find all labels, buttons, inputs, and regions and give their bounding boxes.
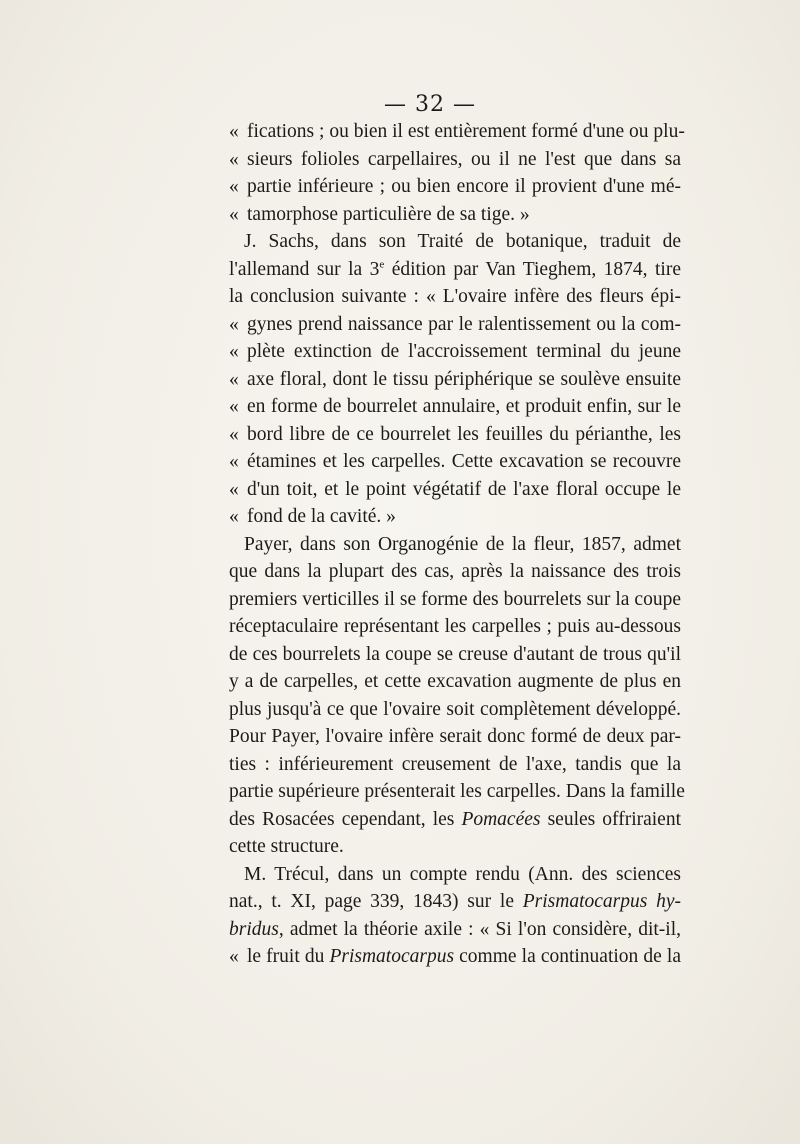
quote-mark: « xyxy=(229,451,239,472)
quote-mark: « xyxy=(229,148,239,170)
quote-mark: « xyxy=(229,176,239,197)
text-line: J. Sachs, dans son Traité de botanique, traduit de xyxy=(244,231,681,252)
text-line: « le fruit du Prismatocarpus comme la continuation de la xyxy=(229,943,681,971)
text-line: « gynes prend naissance par le ralentissement ou la com- xyxy=(229,311,681,339)
text-line: « axe floral, dont le tissu périphérique se soulève ensuite xyxy=(229,366,681,394)
text-line: « bord libre de ce bourrelet les feuilles du périanthe, les xyxy=(229,421,681,449)
quote-mark: « xyxy=(229,341,239,362)
text-line: « en forme de bourrelet annulaire, et produit enfin, sur le xyxy=(229,393,681,421)
text-line: « fond de la cavité. » xyxy=(229,503,681,531)
quote-mark: « xyxy=(229,423,239,445)
text-line: Payer, dans son Organogénie de la fleur, 1857, admet xyxy=(244,533,681,555)
text-line: « tamorphose particulière de sa tige. » xyxy=(229,201,681,229)
text-line: bridus, admet la théorie axile : « Si l'on considère, dit-il, xyxy=(229,918,681,940)
quote-mark: « xyxy=(229,203,239,225)
italic-term: bridus xyxy=(229,918,279,940)
text-line: partie supérieure présenterait les carpelles. Dans la famille xyxy=(229,781,685,802)
text-line: que dans la plupart des cas, après la naissance des trois xyxy=(229,561,681,582)
text-line: y a de carpelles, et cette excavation augmente de plus en xyxy=(229,671,681,692)
text-line: M. Trécul, dans un compte rendu (Ann. des sciences xyxy=(244,863,681,885)
italic-term: Prismatocarpus hy- xyxy=(522,891,681,912)
text-line: « sieurs folioles carpellaires, ou il ne l'est que dans sa xyxy=(229,146,681,174)
quote-mark: « xyxy=(229,946,239,967)
text-line: l'allemand sur la 3e édition par Van Tieghem, 1874, tire xyxy=(229,258,681,280)
quote-mark: « xyxy=(229,121,239,142)
quote-mark: « xyxy=(229,368,239,390)
page-number: — 32 — xyxy=(384,92,476,117)
text-line: « d'un toit, et le point végétatif de l'axe floral occupe le xyxy=(229,476,681,504)
italic-term: Prismatocarpus xyxy=(329,946,455,967)
text-line: réceptaculaire représentant les carpelles ; puis au-dessous xyxy=(229,616,681,637)
text-line: « partie inférieure ; ou bien encore il provient d'une mé- xyxy=(229,173,681,201)
quote-mark: « xyxy=(229,313,239,335)
quote-mark: « xyxy=(229,396,239,417)
text-line: cette structure. xyxy=(229,836,344,857)
text-line: « étamines et les carpelles. Cette excavation se recouvre xyxy=(229,448,681,476)
text-line: plus jusqu'à ce que l'ovaire soit complètement développé. xyxy=(229,698,681,720)
text-line: « plète extinction de l'accroissement terminal du jeune xyxy=(229,338,681,366)
quote-mark: « xyxy=(229,506,239,527)
body-text xyxy=(229,118,685,971)
text-line: « fications ; ou bien il est entièrement formé d'une ou plu- xyxy=(229,118,681,146)
text-line: ties : inférieurement creusement de l'axe, tandis que la xyxy=(229,753,681,775)
text-line: Pour Payer, l'ovaire infère serait donc formé de deux par- xyxy=(229,726,681,747)
text-line: nat., t. XI, page 339, 1843) sur le Prismatocarpus hy- xyxy=(229,891,681,912)
text-line: la conclusion suivante : « L'ovaire infère des fleurs épi- xyxy=(229,286,681,307)
text-line: des Rosacées cependant, les Pomacées seules offriraient xyxy=(229,808,681,830)
text-line: de ces bourrelets la coupe se creuse d'autant de trous qu'il xyxy=(229,643,681,665)
quote-mark: « xyxy=(229,478,239,500)
italic-term: Pomacées xyxy=(461,808,541,830)
text-line: premiers verticilles il se forme des bourrelets sur la coupe xyxy=(229,588,681,610)
